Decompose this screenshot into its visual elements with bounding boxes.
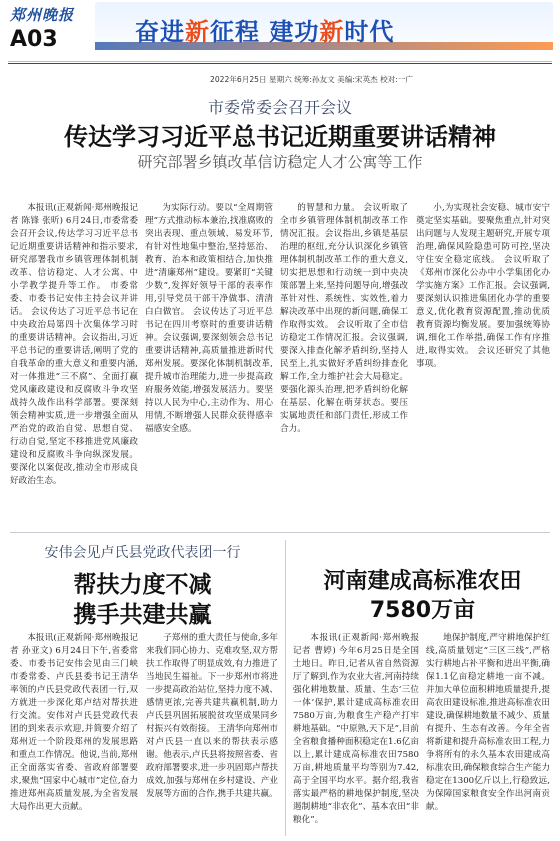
slogan-new1: 新 [185,18,210,46]
story2-headline-line2: 携手共建共赢 [73,602,212,628]
story3-column-1 [293,632,419,836]
story1-subhead: 研究部署乡镇改革信访稳定人才公寓等工作 [137,153,423,171]
header-rule-blue [8,63,552,64]
story3-headline-line1: 河南建成高标准农田 [323,569,522,594]
story3-col2-text: 地保护制度,严守耕地保护红线,高质量划定“三区三线”,严格实行耕地占补平衡和进出平衡,确保1.1亿亩稳定耕地一亩不减。并加大单位面积耕地质量提升,提高农田建设标准,推进高标准农田建设,确保耕地数量不减少、质量有提升、生态有改善。今年全省将新建和提升高标准农田工程,力争将所有的永久基本农田建成高标准农田,确保粮食综合生产能力稳定在1300亿斤以上,行稳致远,为保障国家粮食安全作出河南贡献。 [426,633,550,812]
section-divider [10,532,550,533]
story2-col2-text: 子郑州的重大责任与使命,多年来我们同心协力、克难攻坚,双方帮扶工作取得了明显成效,有力推进了当地民生福祉。下一步郑州市将进一步提高政治站位,坚持力度不减、感情更浓,完善共建共赢机制,助力卢氏县巩固拓展脱贫攻坚成果同乡村振兴有效衔接。 王清华向郑州市对卢氏县一直以来的帮扶表示感谢。他表示,卢氏县将按照省委、省政府部署要求,进一步巩固郑卢帮扶成效,加强与郑州在乡村建设、产业发展等方面的合作,携手共建共赢。 [146,633,278,799]
story2-col1-text: 本报讯(正观新闻·郑州晚报记者 孙亚文) 6月24日下午,省委常委、市委书记安伟会见由三门峡市委常委、卢氏县委书记王清华率领的卢氏县党政代表团一行,双方就进一步深化郑卢结对帮扶进行交流。安伟对卢氏县党政代表团的到来表示欢迎,并简要介绍了郑州近一个阶段郑州的发展思路和重点工作情况。他说,当前,郑州正全面落实省委、省政府部署要求,聚焦“国家中心城市”定位,奋力推进郑州高质量发展,为全省发展大局作出更大贡献。 [10,633,138,812]
slogan-part3: 时代 [344,18,395,46]
story1-col4-text: 小,为实现社会安稳、城市安宁奠定坚实基础。要聚焦重点,针对突出问题与人发现主题研究,开展专项治理,确保风险隐患可防可控,坚决守住安全稳定底线。 会议听取了《郑州市深化公办中小学集团化办学实施方案》工作汇报。会议强调,要深刻认识推进集团化办学的重要意义,优化教育资源配置,推动优质教育资源均衡发展。要加强统筹协调,细化工作举措,确保工作有序推进,取得实效。 会议还研究了其他事项。 [416,203,550,369]
page-header [0,0,560,84]
story1-col2-text: 为实际行动。要以“全周期管理”方式推动标本兼治,找准腐败的突出表现、重点领域、易发环节,有针对性地集中整治,坚持惩治、教育、治本和政策相结合,加快推进“清廉郑州”建设。要紧盯“关键少数”,发挥好领导干部的表率作用,引导党员干部干净做事、清清白白做官。 会议传达了习近平总书记在四川考察时的重要讲话精神。会议强调,要深刻领会总书记重要讲话精神,高质量推进新时代郑州发展。要深化体制机制改革,提升城市治理能力,进一步提高政府服务效能,增强发展活力。要坚持以人民为中心,主动作为、用心用情,不断增强人民群众获得感幸福感安全感。 [145,203,273,434]
story3-headline-line2: 7580万亩 [369,598,476,623]
story2-column-1 [10,632,138,836]
story1-column-2 [145,202,273,524]
story1-column-4 [416,202,550,524]
slogan-part1: 奋进 [135,18,185,46]
story2-headline-line1: 帮扶力度不减 [73,572,212,598]
masthead [10,4,96,56]
story3-col1-text: 本报讯(正观新闻·郑州晚报记者 曹婷) 今年6月25日是全国土地日。昨日,记者从省自然资源厅了解到,作为农业大省,河南持续强化耕地数量、质量、生态‘三位一体’保护,累计建成高标准农田7580万亩,为粮食生产稳产打牢耕地基础。“中原熟,天下足”,目前全省粮食播种面积稳定在1.6亿亩以上,累计建成高标准农田7580万亩,耕地质量平均等别为7.42,高于全国平均水平。据介绍,我省落实最严格的耕地保护制度,坚决遏制耕地“非农化”、基本农田“非粮化”。 [293,633,419,825]
newspaper-logo: 郑州晚报 [10,6,75,24]
story1-col3-text: 的智慧和力量。 会议听取了全市乡镇管理体制机制改革工作情况汇报。会议指出,乡镇是基层治理的枢纽,充分认识深化乡镇管理体制机制改革工作的重大意义,切实把思想和行动统一到中央决策部署上来,坚持问题导向,增强改革针对性、系统性、实效性,着力解决改革中出现的新问题,确保工作取得实效。 会议听取了全市信访稳定工作情况汇报。会议强调,要深入排查化解矛盾纠纷,坚持人民至上,扎实做好矛盾纠纷排查化解工作,全力维护社会大局稳定。要强化源头治理,把矛盾纠纷化解在基层、化解在萌芽状态。要压实属地责任和部门责任,形成工作合力。 [280,203,408,434]
banner-slogan [135,12,394,47]
story3-column-2 [426,632,550,836]
slogan-part2: 征程 建功 [210,18,320,46]
page-number: A03 [10,27,58,52]
header-rule [8,61,552,62]
story1-column-1 [10,202,138,524]
story1-column-3 [280,202,408,524]
story2-kicker: 安伟会见卢氏县党政代表团一行 [44,545,241,561]
story2-column-2 [146,632,278,836]
header-banner [95,2,553,58]
issue-meta: 2022年6月25日 星期六 统筹:孙友文 美编:宋英杰 校对:一广 [210,75,414,84]
slogan-new2: 新 [319,18,345,46]
story1-kicker: 市委常委会召开会议 [207,98,352,117]
story1-headline: 传达学习习近平总书记近期重要讲话精神 [64,123,496,151]
story1-col1-text: 本报讯(正观新闻·郑州晚报记者 陈锋 张昕) 6月24日,市委常委会召开会议,传达学习习近平总书记近期重要讲话精神和指示要求,研究部署我市乡镇管理体制机制改革、信访稳定、人才公寓、中小学教学提升等工作。 市委常委、市委书记安伟主持会议并讲话。 会议传达了习近平总书记在中央政治局第四十次集体学习时的重要讲话精神。会议指出,习近平总书记的重要讲话,阐明了党的自我革命的重大意义和重要内涵,对一体推进“三不腐”、全面打赢党风廉政建设和反腐败斗争攻坚战持久战作出科学部署。要深刻领会精神实质,进一步增强全面从严治党的政治自觉、思想自觉、行动自觉,坚定不移推进党风廉政建设和反腐败斗争向纵深发展。要深化以案促改,推动全市形成良好政治生态。 [10,203,138,486]
